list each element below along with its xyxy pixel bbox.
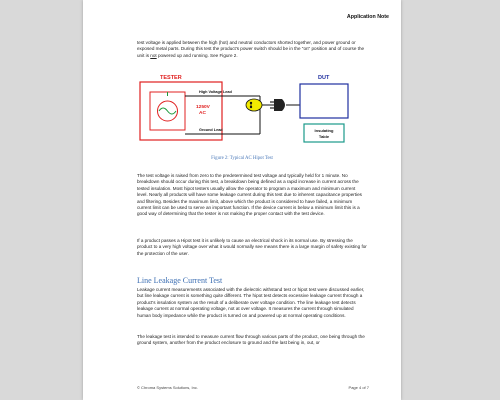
footer-copyright: © Chroma Systems Solutions, Inc. bbox=[137, 385, 198, 390]
table-label-line2: Table bbox=[318, 134, 330, 139]
voltage-label-line1: 1250V bbox=[196, 105, 210, 110]
intro-text-after: powered up and running. See Figure 2. bbox=[156, 52, 238, 58]
intro-text-before: test voltage is applied between the high (hot) and neutral conductors shorted together, and power ground or exposed metal parts. During this test the product's power switch should be in the "on" position and of course the unit is bbox=[137, 40, 365, 58]
ground-lead-label: Ground Lead bbox=[199, 128, 223, 132]
dut-label: DUT bbox=[318, 75, 330, 81]
tester-label: TESTER bbox=[160, 75, 182, 81]
paragraph-leakage-paths: The leakage test is intended to measure current flow through various parts of the product, one being through the ground system, another from the product enclosure to ground and the last being in, out, or bbox=[137, 334, 365, 346]
hipot-test-diagram bbox=[138, 74, 353, 152]
intro-paragraph bbox=[137, 40, 367, 59]
shorted-plug bbox=[246, 99, 262, 111]
intro-underlined-word: not bbox=[150, 52, 157, 58]
figure-caption: Figure 2: Typical AC Hipot Test bbox=[211, 156, 273, 161]
insulating-table bbox=[304, 124, 344, 142]
table-label-line1: Insulating bbox=[314, 128, 334, 133]
high-lead-label: High Voltage Lead bbox=[199, 90, 232, 94]
paragraph-hipot-passes: If a product passes a Hipot test it is unlikely to cause an electrical shock in its normal use. By stressing the product to a very high voltage over what it would normally see means there is a large margin of safety existing for the protection of the user. bbox=[137, 238, 367, 256]
footer-page-number: Page 4 of 7 bbox=[348, 385, 369, 390]
page-header-title: Application Note bbox=[346, 14, 389, 20]
section-heading: Line Leakage Current Test bbox=[137, 276, 223, 285]
dut-plug bbox=[274, 99, 285, 111]
document-page bbox=[83, 0, 401, 400]
sine-wave-icon bbox=[159, 108, 176, 114]
voltage-label-line2: AC bbox=[199, 111, 206, 116]
dut-box bbox=[300, 84, 348, 118]
paragraph-leakage-intro: Leakage current measurements associated with the dielectric withstand test or hipot test were discussed earlier, but line leakage current is something quite different. The hipot test detects excessive leakage current through a product's insulation system as the result of a deliberate over voltage condition. The line leakage test detects leakage current at normal operating voltage, not at over voltage. It measures the current through simulated human body impedance while the product is turned on and powered up at normal operating conditions. bbox=[137, 287, 365, 318]
paragraph-test-voltage: The test voltage is raised from zero to the predetermined test voltage and typically held for 1 minute. No breakdown should occur during this test, a breakdown being defined as a rapid increase in current across the tested insulation. Most hipot testers usually allow the operator to program a maximum and minimum current level. Nearly all products will have some leakage current during this test due to inherent capacitance properties and filtering. Besides the maximum limit, above which the product is considered to have failed, a minimum current limit can be used to serve an important function. If the device current is below a minimum limit this is a good way of determining that the tester is not making the proper contact with the test device. bbox=[137, 173, 362, 217]
